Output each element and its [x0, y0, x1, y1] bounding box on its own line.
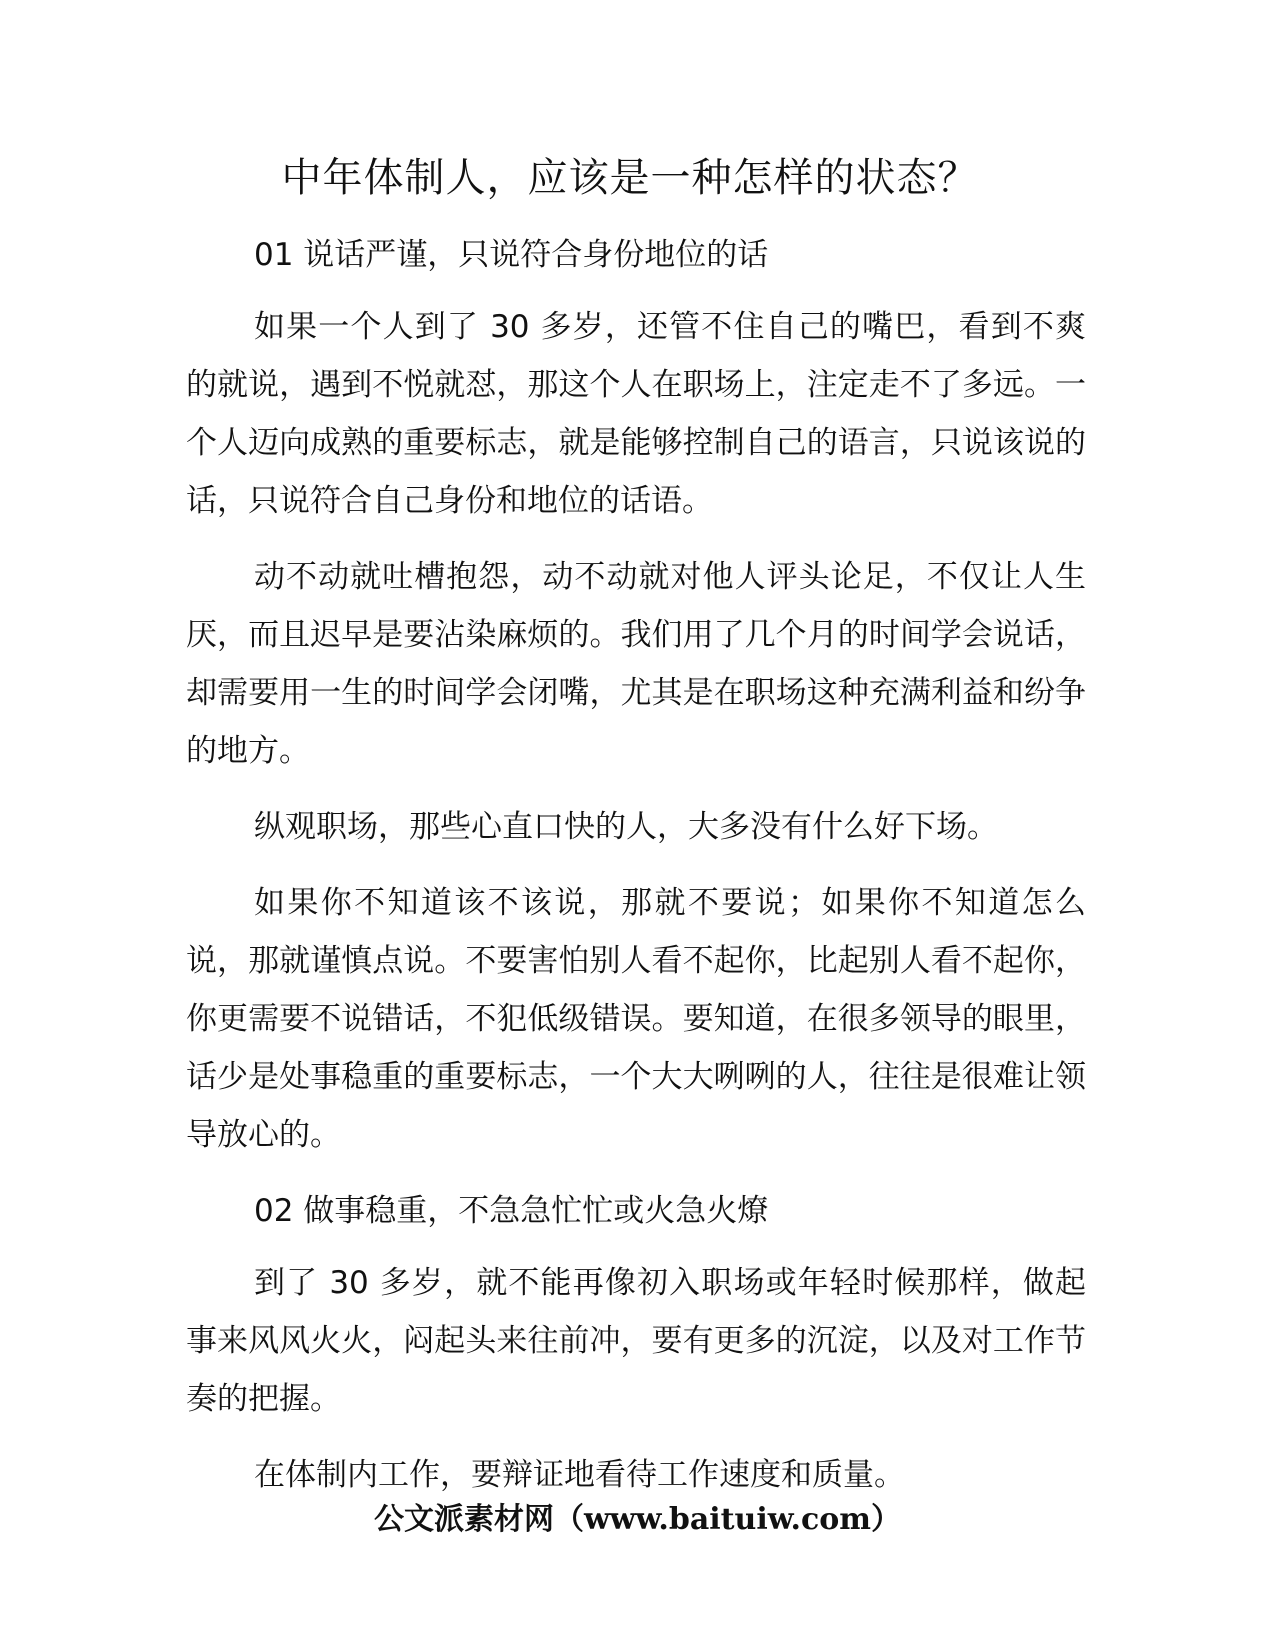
paragraph: 动不动就吐槽抱怨，动不动就对他人评头论足，不仅让人生厌，而且迟早是要沾染麻烦的。我们用了几个月的时间学会说话，却需要用一生的时间学会闭嘴，尤其是在职场这种充满利益和纷争的地方。	[186, 559, 1086, 769]
paragraph: 如果你不知道该不该说，那就不要说；如果你不知道怎么说，那就谨慎点说。不要害怕别人看不起你，比起别人看不起你，你更需要不说错话，不犯低级错误。要知道，在很多领导的眼里，话少是处事稳重的重要标志，一个大大咧咧的人，往往是很难让领导放心的。	[186, 885, 1086, 1153]
paragraph: 到了 30 多岁，就不能再像初入职场或年轻时候那样，做起事来风风火火，闷起头来往前冲，要有更多的沉淀，以及对工作节奏的把握。	[186, 1265, 1086, 1417]
section-heading-02: 02 做事稳重，不急急忙忙或火急火燎	[254, 1193, 769, 1229]
paragraph: 如果一个人到了 30 多岁，还管不住自己的嘴巴，看到不爽的就说，遇到不悦就怼，那这个人在职场上，注定走不了多远。一个人迈向成熟的重要标志，就是能够控制自己的语言，只说该说的话，只说符合自己身份和地位的话语。	[186, 309, 1086, 519]
paragraph: 在体制内工作，要辩证地看待工作速度和质量。	[254, 1457, 905, 1493]
article-body	[186, 226, 1086, 1522]
page-title: 中年体制人，应该是一种怎样的状态？	[281, 155, 979, 201]
paragraph: 纵观职场，那些心直口快的人，大多没有什么好下场。	[254, 809, 998, 845]
section-heading-01: 01 说话严谨，只说符合身份地位的话	[254, 237, 769, 273]
footer-watermark: 公文派素材网（www.baituiw.com）	[373, 1502, 902, 1537]
